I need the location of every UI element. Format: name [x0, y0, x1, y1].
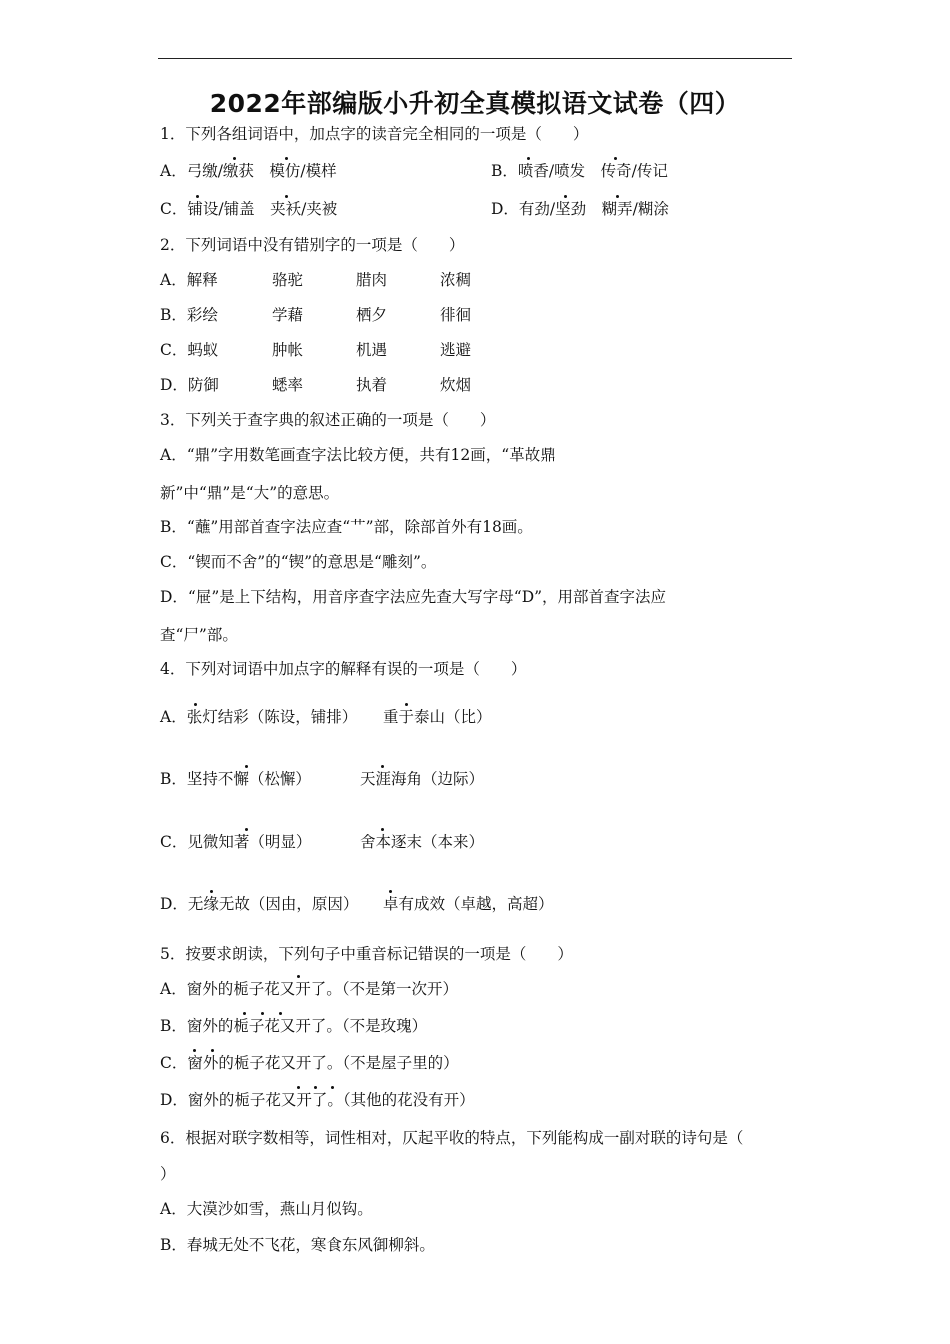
- emphasis-dot: [261, 1012, 264, 1015]
- q2-row-d-word2: 蟋率: [272, 376, 304, 394]
- q2-row-b-word4: 徘徊: [440, 306, 472, 324]
- q6-stem-line1: 6．根据对联字数相等，词性相对，仄起平收的特点，下列能构成一副对联的诗句是（: [160, 1129, 744, 1147]
- q6-option-a: A．大漠沙如雪，燕山月似钩。: [160, 1200, 373, 1218]
- q1-stem: 1．下列各组词语中，加点字的读音完全相同的一项是（ ）: [160, 125, 589, 143]
- emphasis-dot: [381, 765, 384, 768]
- emphasis-dot: [616, 195, 619, 198]
- q2-row-c-word4: 逃避: [440, 341, 472, 359]
- emphasis-dot: [245, 765, 248, 768]
- q3-option-a-line1: A．“鼎”字用数笔画查字法比较方便，共有12画，“革故鼎: [160, 446, 556, 464]
- emphasis-dot: [527, 157, 530, 160]
- emphasis-dot: [233, 157, 236, 160]
- q4-option-d: D．无缘无故（因由，原因）: [160, 895, 359, 913]
- emphasis-dot: [193, 1049, 196, 1052]
- q4-option-a-second: 重于泰山（比）: [383, 708, 492, 726]
- q5-option-c: C．窗外的栀子花又开了。（不是屋子里的）: [160, 1054, 459, 1072]
- q2-row-d-word1: D．防御: [160, 376, 219, 394]
- q4-option-c: C．见微知著（明显）: [160, 833, 312, 851]
- emphasis-dot: [297, 975, 300, 978]
- q2-row-b-word2: 学藉: [272, 306, 304, 324]
- q5-option-d: D．窗外的栀子花又开了。（其他的花没有开）: [160, 1091, 475, 1109]
- q5-option-b: B．窗外的栀子花又开了。（不是玫瑰）: [160, 1017, 428, 1035]
- q6-option-b: B．春城无处不飞花，寒食东风御柳斜。: [160, 1236, 435, 1254]
- emphasis-dot: [194, 703, 197, 706]
- emphasis-dot: [210, 890, 213, 893]
- emphasis-dot: [211, 1049, 214, 1052]
- q3-option-d-line1: D．“屉”是上下结构，用音序查字法应先查大写字母“D”，用部首查字法应: [160, 588, 667, 606]
- q2-row-b-word3: 栖夕: [356, 306, 388, 324]
- q1-option-d: D．有劲/坚劲 糊弄/糊涂: [491, 200, 669, 218]
- q3-option-c: C．“锲而不舍”的“锲”的意思是“雕刻”。: [160, 553, 437, 571]
- q4-option-b: B．坚持不懈（松懈）: [160, 770, 311, 788]
- q5-stem: 5．按要求朗读，下列句子中重音标记错误的一项是（ ）: [160, 945, 573, 963]
- emphasis-dot: [564, 195, 567, 198]
- emphasis-dot: [314, 1086, 317, 1089]
- emphasis-dot: [285, 157, 288, 160]
- emphasis-dot: [614, 157, 617, 160]
- q6-stem-line2: ）: [160, 1165, 176, 1183]
- q2-row-b-word1: B．彩绘: [160, 306, 218, 324]
- q4-stem: 4．下列对词语中加点字的解释有误的一项是（ ）: [160, 660, 527, 678]
- q5-option-a: A．窗外的栀子花又开了。（不是第一次开）: [160, 980, 458, 998]
- emphasis-dot: [331, 1086, 334, 1089]
- q2-row-d-word3: 执着: [356, 376, 388, 394]
- q3-option-b: B．“蘸”用部首查字法应查“艹”部，除部首外有18画。: [160, 518, 533, 536]
- emphasis-dot: [279, 1012, 282, 1015]
- q3-option-a-line2: 新”中“鼎”是“大”的意思。: [160, 484, 340, 502]
- q2-row-a-word1: A．解释: [160, 271, 218, 289]
- top-rule: [158, 58, 792, 59]
- q4-option-c-second: 舍本逐末（本来）: [360, 833, 485, 851]
- emphasis-dot: [245, 828, 248, 831]
- q2-row-a-word3: 腊肉: [356, 271, 388, 289]
- emphasis-dot: [405, 703, 408, 706]
- q4-option-b-second: 天涯海角（边际）: [360, 770, 485, 788]
- q1-option-c: C．铺设/铺盖 夹袄/夹被: [160, 200, 338, 218]
- q1-option-a: A．弓缴/缴获 模仿/模样: [160, 162, 337, 180]
- emphasis-dot: [285, 195, 288, 198]
- q3-option-d-line2: 查“尸”部。: [160, 626, 238, 644]
- q2-row-c-word2: 肿帐: [272, 341, 304, 359]
- emphasis-dot: [196, 195, 199, 198]
- emphasis-dot: [297, 1086, 300, 1089]
- q2-row-a-word4: 浓稠: [440, 271, 472, 289]
- emphasis-dot: [381, 828, 384, 831]
- q4-option-d-second: 卓有成效（卓越，高超）: [383, 895, 554, 913]
- q2-row-c-word1: C．蚂蚁: [160, 341, 219, 359]
- emphasis-dot: [243, 1012, 246, 1015]
- q2-row-c-word3: 机遇: [356, 341, 388, 359]
- page-title: 2022年部编版小升初全真模拟语文试卷（四）: [209, 89, 741, 118]
- q4-option-a: A．张灯结彩（陈设，铺排）: [160, 708, 358, 726]
- q2-row-d-word4: 炊烟: [440, 376, 472, 394]
- emphasis-dot: [389, 890, 392, 893]
- q2-stem: 2．下列词语中没有错别字的一项是（ ）: [160, 236, 465, 254]
- q2-row-a-word2: 骆驼: [272, 271, 304, 289]
- q1-option-b: B．喷香/喷发 传奇/传记: [491, 162, 668, 180]
- q3-stem: 3．下列关于查字典的叙述正确的一项是（ ）: [160, 411, 496, 429]
